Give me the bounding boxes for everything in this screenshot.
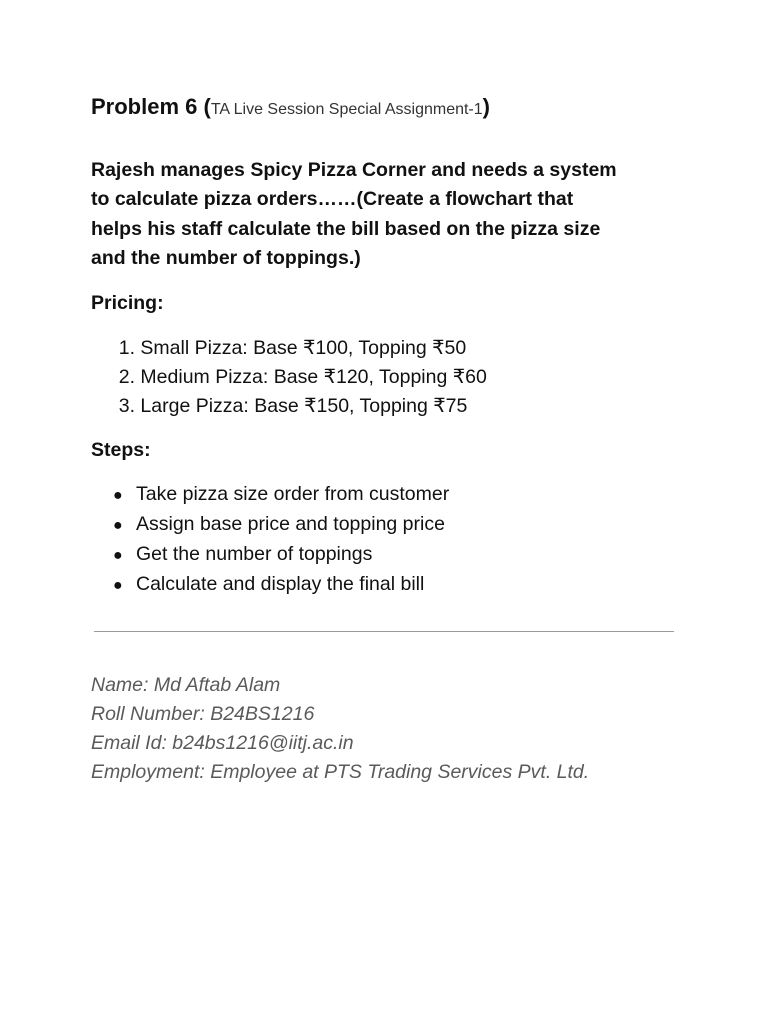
pricing-item-text: Small Pizza: Base ₹100, Topping ₹50 [140,337,467,359]
author-email: Email Id: b24bs1216@iitj.ac.in [91,732,354,754]
author-info [91,671,589,787]
open-paren: ( [203,94,211,119]
problem-statement-line: helps his staff calculate the bill based on the pizza size [91,217,601,240]
author-roll-number: Roll Number: B24BS1216 [91,703,315,725]
pricing-item-medium [91,363,487,392]
pricing-item-text: Medium Pizza: Base ₹120, Topping ₹60 [140,366,487,388]
bullet-icon: ● [113,577,123,594]
pricing-item-large [91,392,487,421]
pricing-item-text: Large Pizza: Base ₹150, Topping ₹75 [140,395,468,417]
steps-heading: Steps: [91,439,151,461]
horizontal-divider [94,631,674,632]
pricing-list [91,334,487,421]
problem-statement-line: and the number of toppings.) [91,246,361,269]
bullet-icon: ● [113,487,123,504]
close-paren: ) [482,94,490,119]
pricing-heading: Pricing: [91,292,164,314]
step-item [91,570,449,600]
step-item [91,510,449,540]
problem-subtitle: TA Live Session Special Assignment-1 [210,101,483,118]
list-number: 3. [118,395,135,417]
author-name: Name: Md Aftab Alam [91,674,281,696]
problem-statement-line: to calculate pizza orders……(Create a flowchart that [91,188,574,211]
problem-title-main: Problem 6 [91,94,204,119]
step-text: Assign base price and topping price [136,513,445,535]
bullet-icon: ● [113,547,123,564]
step-text: Take pizza size order from customer [136,483,450,505]
step-item [91,480,449,510]
problem-statement-line: Rajesh manages Spicy Pizza Corner and needs a system [91,159,617,181]
step-item [91,540,449,570]
author-employment: Employment: Employee at PTS Trading Services Pvt. Ltd. [91,761,590,783]
step-text: Calculate and display the final bill [136,573,425,595]
list-number: 2. [118,366,135,388]
pricing-item-small [91,334,487,363]
step-text: Get the number of toppings [136,543,373,565]
problem-title [91,93,490,124]
steps-list [91,480,449,600]
bullet-icon: ● [113,517,123,534]
list-number: 1. [118,337,135,359]
problem-statement [91,156,691,273]
